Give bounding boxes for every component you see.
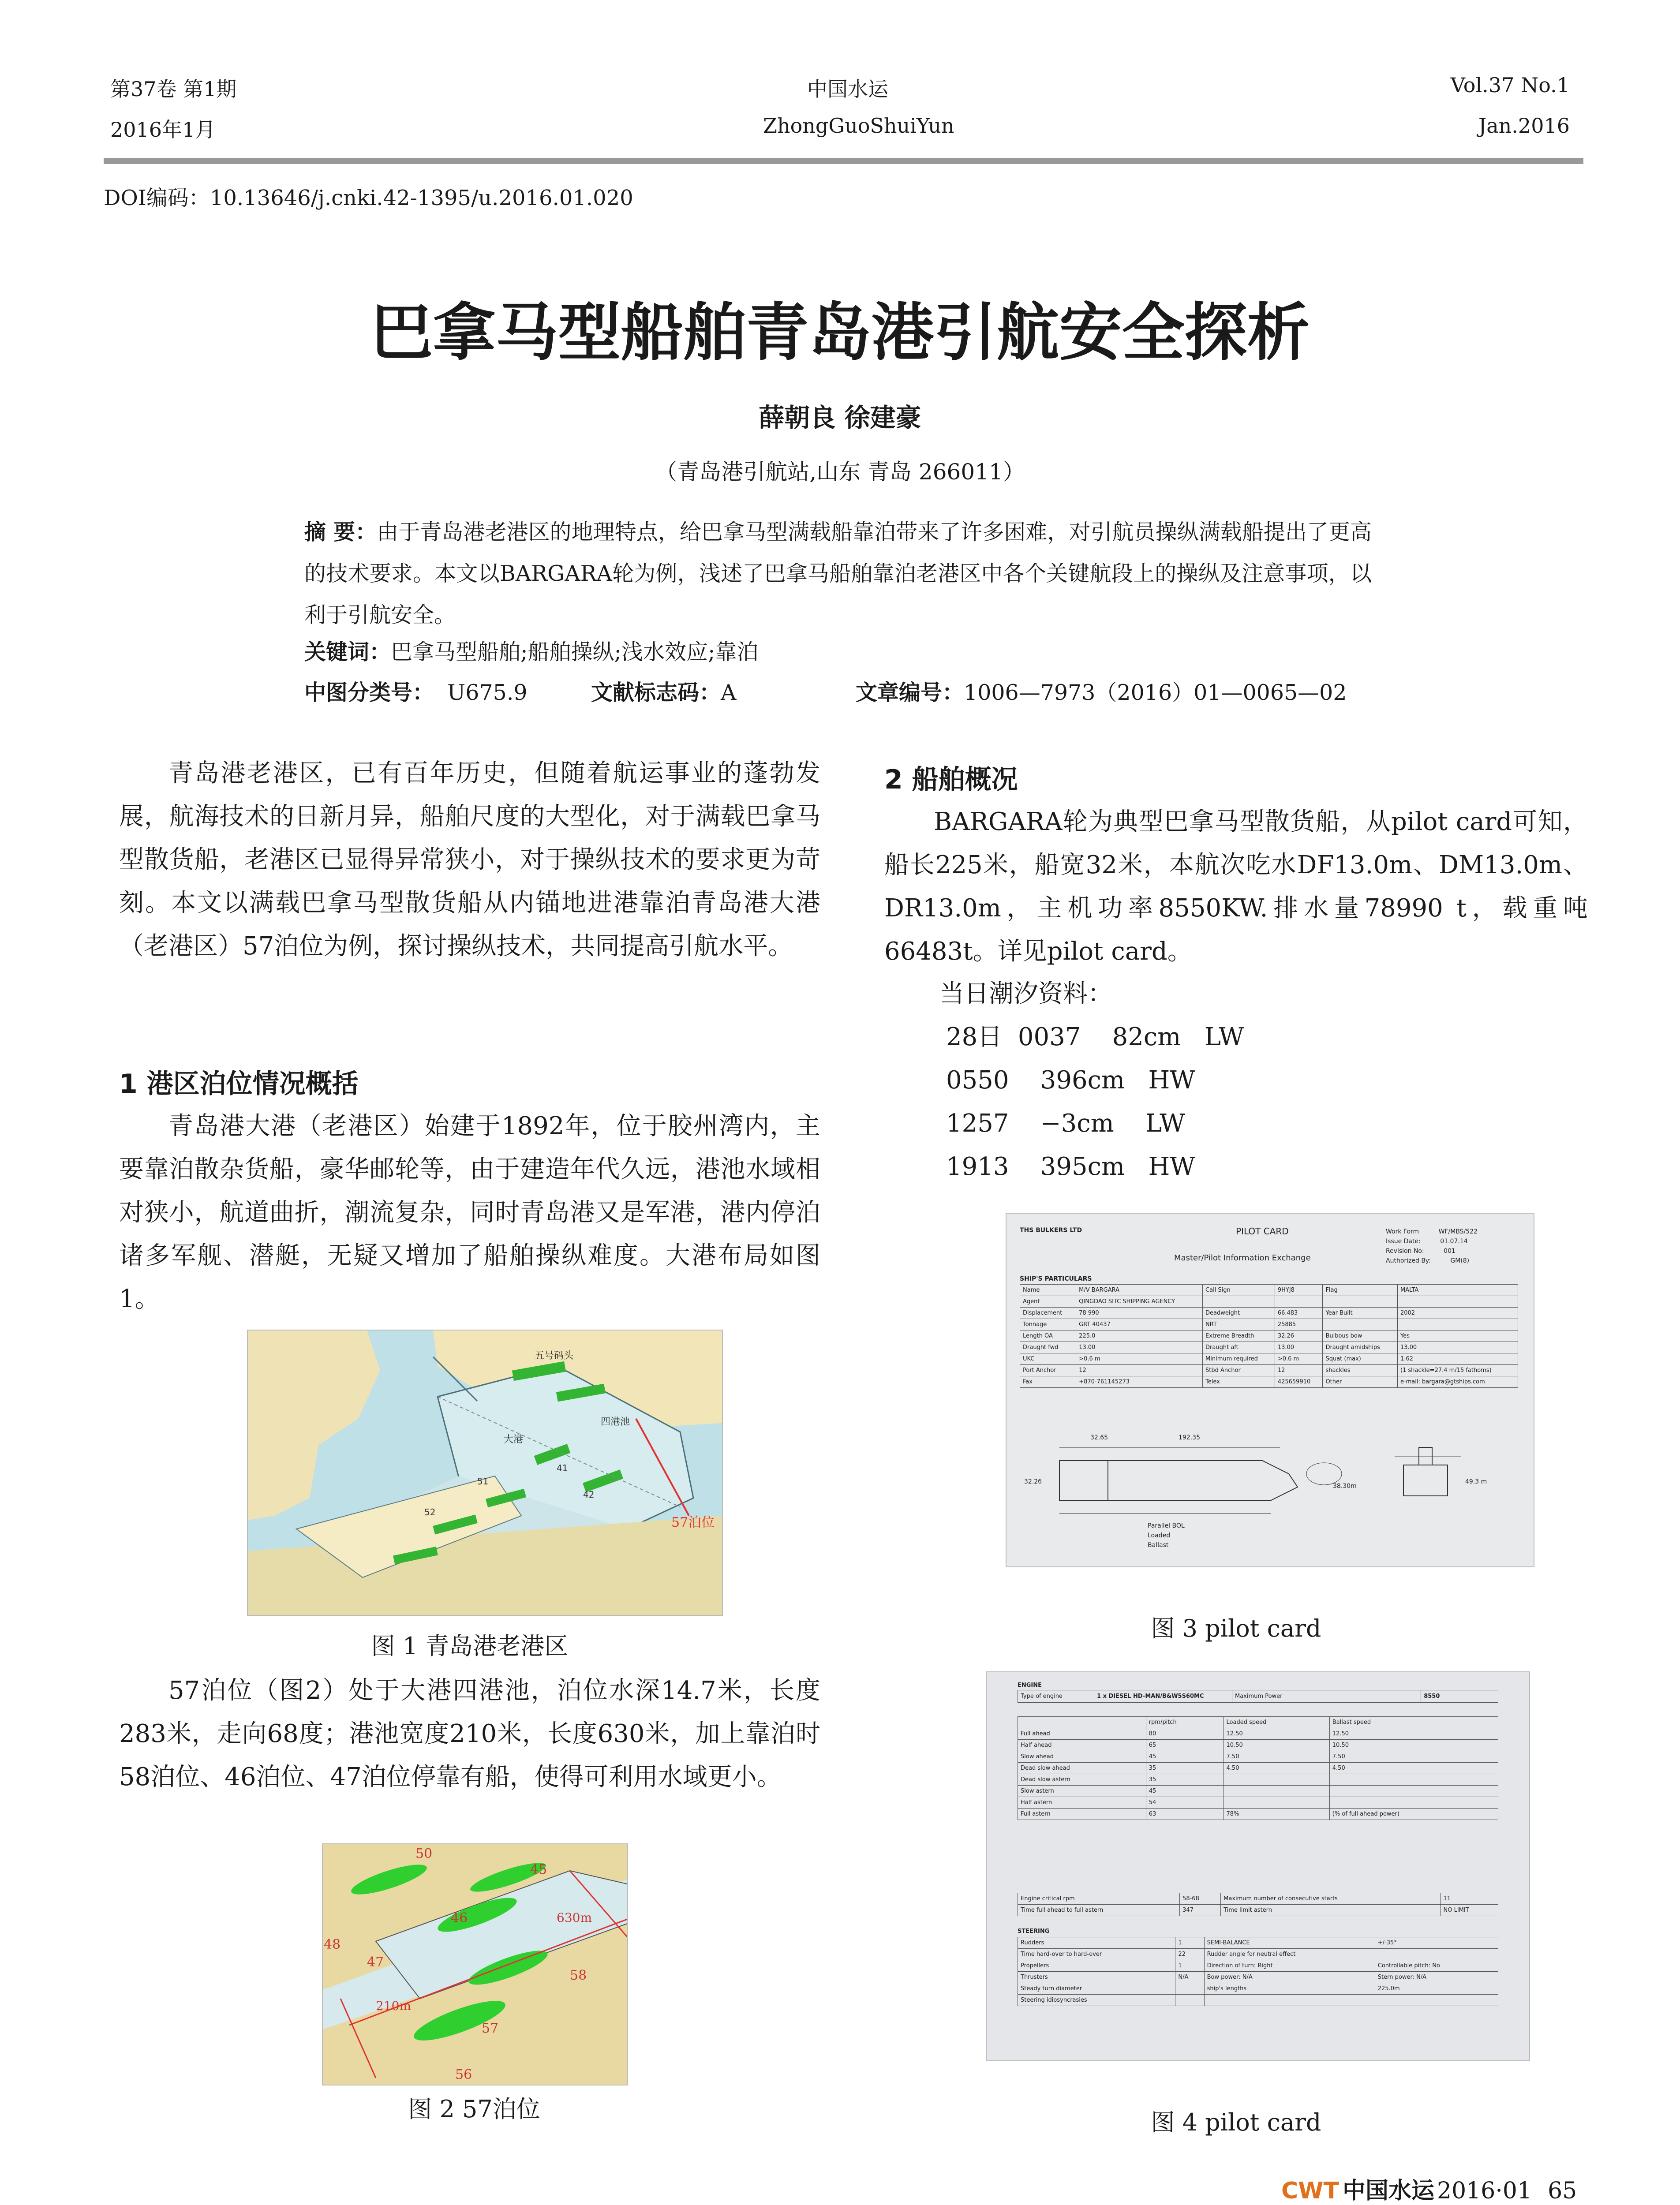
pc2-engine-header (1018, 1690, 1498, 1703)
table-cell: Tonnage (1020, 1319, 1076, 1330)
table-cell: 63 (1146, 1809, 1224, 1820)
table-cell: Bulbous bow (1323, 1330, 1397, 1342)
article-no-label: 文章编号： (856, 680, 964, 705)
figure-1-caption: 图 1 青岛港老港区 (371, 1632, 569, 1660)
pc2-type-value: 1 x DIESEL HD-MAN/B&W5S60MC (1094, 1690, 1232, 1703)
fig1-label: 五号码头 (535, 1350, 574, 1361)
tide-row: 1913 395cm HW (946, 1152, 1195, 1181)
table-cell: 7.50 (1329, 1751, 1498, 1763)
header-date-en: Jan.2016 (1478, 114, 1570, 138)
table-cell: Full ahead (1018, 1728, 1146, 1740)
table-cell: 347 (1180, 1905, 1221, 1916)
fig2-label: 57 (482, 2021, 499, 2036)
pc2-steering-row (1018, 1937, 1498, 1949)
table-cell: 11 (1441, 1893, 1498, 1905)
fig2-label: 210m (376, 1999, 411, 2013)
pc1-dim: 192.35 (1179, 1434, 1200, 1441)
table-cell: 1 (1175, 1960, 1204, 1972)
pc1-dim: 49.3 m (1465, 1478, 1487, 1485)
table-cell: NRT (1203, 1319, 1275, 1330)
table-cell: 225.0 (1076, 1330, 1203, 1342)
pc2-type-label: Type of engine (1018, 1690, 1094, 1703)
table-cell (1329, 1774, 1498, 1786)
doi: DOI编码：10.13646/j.cnki.42-1395/u.2016.01.020 (104, 186, 633, 210)
table-cell: Ballast speed (1329, 1717, 1498, 1728)
fig2-label: 58 (570, 1968, 587, 1983)
table-cell: 2002 (1397, 1308, 1518, 1319)
tide-label: 当日潮汐资料： (939, 979, 1112, 1008)
table-cell: Draught fwd (1020, 1342, 1076, 1353)
figure-4-caption: 图 4 pilot card (1151, 2108, 1321, 2136)
table-cell: 13.00 (1397, 1342, 1518, 1353)
doc-code-label: 文献标志码： (591, 680, 721, 705)
table-cell (1018, 1717, 1146, 1728)
figure-4-pilot-card (986, 1671, 1530, 2061)
table-cell: N/A (1175, 1972, 1204, 1983)
pc2-extra-table (1018, 1893, 1498, 1916)
table-cell: 54 (1146, 1797, 1224, 1809)
pc2-order-row (1018, 1717, 1498, 1728)
table-cell: Fax (1020, 1376, 1076, 1388)
table-cell: Stbd Anchor (1203, 1365, 1275, 1376)
table-cell (1397, 1296, 1518, 1308)
section-1-text: 青岛港大港（老港区）始建于1892年，位于胶州湾内，主要靠泊散杂货船，豪华邮轮等，由于建造年代久远，港池水域相对狭小，航道曲折，潮流复杂，同时青岛港又是军港，港内停泊诸多军舰、潜艇，无疑又增加了船舶操纵难度。大港布局如图1。 (119, 1112, 820, 1313)
pc2-order-row (1018, 1786, 1498, 1797)
table-cell: rpm/pitch (1146, 1717, 1224, 1728)
pc2-extra-row (1018, 1905, 1498, 1916)
header-journal: 中国水运 (807, 77, 888, 101)
pc1-row (1020, 1285, 1518, 1296)
table-cell: Loaded speed (1224, 1717, 1329, 1728)
table-cell: Flag (1323, 1285, 1397, 1296)
pc2-steering-row (1018, 1995, 1498, 2006)
article-no-line (856, 676, 1347, 706)
fig1-label: 四港池 (601, 1416, 630, 1428)
berth-57-paragraph: 57泊位（图2）处于大港四港池，泊位水深14.7米，长度283米，走向68度；港池宽度210米，长度630米，加上靠泊时58泊位、46泊位、47泊位停靠有船，使得可利用水域更小。 (119, 1676, 820, 1791)
table-cell: 1 (1175, 1937, 1204, 1949)
table-cell: Slow ahead (1018, 1751, 1146, 1763)
pc2-order-row (1018, 1774, 1498, 1786)
intro-paragraph: 青岛港老港区，已有百年历史，但随着航运事业的蓬勃发展，航海技术的日新月异，船舶尺度的大型化，对于满载巴拿马型散货船，老港区已显得异常狭小，对于操纵技术的要求更为苛刻。本文以满载巴拿马型散货船从内锚地进港靠泊青岛港大港（老港区）57泊位为例，探讨操纵技术，共同提高引航水平。 (119, 759, 820, 960)
pc2-order-row (1018, 1740, 1498, 1751)
table-cell: SEMI-BALANCE (1204, 1937, 1375, 1949)
table-cell: Other (1323, 1376, 1397, 1388)
table-cell: +/-35° (1375, 1937, 1498, 1949)
pc1-dim: 38.30m (1333, 1483, 1357, 1490)
table-cell: Half astern (1018, 1797, 1146, 1809)
clc-label: 中图分类号： (304, 680, 434, 705)
table-cell (1204, 1995, 1375, 2006)
table-cell: Maximum number of consecutive starts (1221, 1893, 1441, 1905)
table-cell: Thrusters (1018, 1972, 1175, 1983)
footer (1281, 2172, 1577, 2205)
header-vol-en: Vol.37 No.1 (1450, 73, 1570, 97)
table-cell: M/V BARGARA (1076, 1285, 1203, 1296)
table-cell: Steering idiosyncrasies (1018, 1995, 1175, 2006)
table-cell: Minimum required (1203, 1353, 1275, 1365)
keywords-text: 巴拿马型船舶;船舶操纵;浅水效应;靠泊 (391, 639, 759, 665)
pc1-row (1020, 1330, 1518, 1342)
table-cell: (1 shackle=27.4 m/15 fathoms) (1397, 1365, 1518, 1376)
table-cell: 65 (1146, 1740, 1224, 1751)
authors: 薛朝良 徐建豪 (759, 403, 921, 433)
table-cell: Half ahead (1018, 1740, 1146, 1751)
table-cell: 4.50 (1224, 1763, 1329, 1774)
pc2-extra-row (1018, 1893, 1498, 1905)
figure-3-caption: 图 3 pilot card (1151, 1615, 1321, 1642)
table-cell: 45 (1146, 1786, 1224, 1797)
table-cell: 9HYJ8 (1275, 1285, 1323, 1296)
footer-logo: CWT (1281, 2178, 1339, 2204)
table-cell: Time full ahead to full astern (1018, 1905, 1180, 1916)
table-cell: 10.50 (1224, 1740, 1329, 1751)
table-cell: Time limit astern (1221, 1905, 1441, 1916)
header-date: 2016年1月 (110, 118, 216, 142)
table-cell: 13.00 (1275, 1342, 1323, 1353)
table-cell: Bow power: N/A (1204, 1972, 1375, 1983)
pc2-order-row (1018, 1751, 1498, 1763)
fig2-label: 48 (324, 1937, 341, 1952)
pc1-row (1020, 1296, 1518, 1308)
table-cell: 1.62 (1397, 1353, 1518, 1365)
footer-journal: 中国水运 (1343, 2178, 1435, 2204)
table-cell (1203, 1296, 1275, 1308)
fig1-label: 57泊位 (671, 1515, 715, 1530)
table-cell: Telex (1203, 1376, 1275, 1388)
table-cell: Propellers (1018, 1960, 1175, 1972)
fig2-label: 56 (455, 2067, 472, 2082)
pc1-row (1020, 1342, 1518, 1353)
table-cell: QINGDAO SITC SHIPPING AGENCY (1076, 1296, 1203, 1308)
fig2-label: 45 (530, 1862, 547, 1877)
pc1-particulars-table (1020, 1284, 1518, 1388)
table-cell: Agent (1020, 1296, 1076, 1308)
table-cell: 25885 (1275, 1319, 1323, 1330)
table-cell: Deadweight (1203, 1308, 1275, 1319)
table-cell: MALTA (1397, 1285, 1518, 1296)
pc1-row (1020, 1308, 1518, 1319)
table-cell: 80 (1146, 1728, 1224, 1740)
pc2-steering-table (1018, 1937, 1498, 2006)
table-cell (1175, 1995, 1204, 2006)
table-cell: 12 (1275, 1365, 1323, 1376)
keywords-label: 关键词： (304, 639, 391, 665)
fig2-label: 50 (415, 1846, 433, 1861)
table-cell (1224, 1786, 1329, 1797)
table-cell: 13.00 (1076, 1342, 1203, 1353)
table-cell: Engine critical rpm (1018, 1893, 1180, 1905)
pc1-draught-label: Loaded (1148, 1532, 1171, 1539)
pc2-steering-label: STEERING (1018, 1928, 1050, 1935)
fig2-label: 46 (451, 1910, 468, 1926)
table-cell: Name (1020, 1285, 1076, 1296)
pc1-row (1020, 1376, 1518, 1388)
pc1-draught-label: Ballast (1148, 1542, 1169, 1549)
table-cell (1323, 1319, 1397, 1330)
abstract-text: 由于青岛港老港区的地理特点，给巴拿马型满载船靠泊带来了许多困难，对引航员操纵满载船提出了更高的技术要求。本文以BARGARA轮为例，浅述了巴拿马船舶靠泊老港区中各个关键航段上的操纵及注意事项，以利于引航安全。 (304, 519, 1372, 628)
doc-code-line (591, 676, 736, 706)
article-no-value: 1006—7973（2016）01—0065—02 (964, 680, 1347, 705)
section-2-text: BARGARA轮为典型巴拿马型散货船，从pilot card可知，船长225米，船宽32米，本航次吃水DF13.0m、DM13.0m、DR13.0m，主机功率8550KW.排水量78990 t，载重吨66483t。详见pilot card。 (884, 807, 1588, 966)
tide-row: 0550 396cm HW (946, 1066, 1195, 1095)
pc1-dim: 32.26 (1024, 1478, 1042, 1485)
fig1-label: 51 (477, 1476, 489, 1487)
tide-row: 1257 −3cm LW (946, 1109, 1185, 1138)
table-cell (1375, 1995, 1498, 2006)
keywords (304, 635, 759, 666)
table-cell: Extreme Breadth (1203, 1330, 1275, 1342)
pc2-engine-label: ENGINE (1018, 1682, 1042, 1689)
section-2-title: 2 船舶概况 (884, 764, 1018, 795)
table-cell: Time hard-over to hard-over (1018, 1949, 1175, 1960)
table-cell (1323, 1296, 1397, 1308)
footer-issue: 2016·01 (1437, 2178, 1532, 2204)
table-cell: Year Built (1323, 1308, 1397, 1319)
table-cell: Direction of turn: Right (1204, 1960, 1375, 1972)
table-cell (1224, 1774, 1329, 1786)
table-cell: 4.50 (1329, 1763, 1498, 1774)
table-cell: 12 (1076, 1365, 1203, 1376)
pc1-row (1020, 1353, 1518, 1365)
table-cell: 35 (1146, 1774, 1224, 1786)
affiliation: （青岛港引航站,山东 青岛 266011） (655, 459, 1025, 485)
pc1-row (1020, 1319, 1518, 1330)
pc1-particulars-label: SHIP'S PARTICULARS (1020, 1275, 1092, 1282)
table-cell: Full astern (1018, 1809, 1146, 1820)
table-cell: 10.50 (1329, 1740, 1498, 1751)
figure-1-harbor-map (247, 1330, 723, 1616)
section-1-title: 1 港区泊位情况概括 (119, 1069, 359, 1099)
pc1-meta: Revision No: 001 (1386, 1248, 1456, 1255)
table-cell: Draught aft (1203, 1342, 1275, 1353)
table-cell: (% of full ahead power) (1329, 1809, 1498, 1820)
pc2-steering-row (1018, 1960, 1498, 1972)
table-cell (1397, 1319, 1518, 1330)
abstract (304, 512, 1372, 636)
clc-line (304, 676, 528, 706)
table-cell: >0.6 m (1076, 1353, 1203, 1365)
pc2-order-row (1018, 1728, 1498, 1740)
table-cell: 12.50 (1224, 1728, 1329, 1740)
pc1-company: THS BULKERS LTD (1020, 1227, 1082, 1234)
pc1-draught-label: Parallel BOL (1148, 1522, 1185, 1529)
abstract-label: 摘 要： (304, 519, 377, 545)
table-cell: 58-68 (1180, 1893, 1221, 1905)
pc2-order-row (1018, 1809, 1498, 1820)
table-cell: +870-761145273 (1076, 1376, 1203, 1388)
table-cell: Controllable pitch: No (1375, 1960, 1498, 1972)
pc2-max-power-value: 8550 (1421, 1690, 1498, 1703)
table-cell: Rudders (1018, 1937, 1175, 1949)
table-cell: 35 (1146, 1763, 1224, 1774)
table-cell: UKC (1020, 1353, 1076, 1365)
pc2-steering-row (1018, 1983, 1498, 1995)
paper-title: 巴拿马型船舶青岛港引航安全探析 (370, 296, 1310, 369)
table-cell: Call Sign (1203, 1285, 1275, 1296)
fig2-label: 630m (557, 1910, 592, 1925)
table-cell (1329, 1786, 1498, 1797)
table-cell: Length OA (1020, 1330, 1076, 1342)
table-cell: Slow astern (1018, 1786, 1146, 1797)
pc2-max-power-label: Maximum Power (1232, 1690, 1421, 1703)
table-cell: NO LIMIT (1441, 1905, 1498, 1916)
table-cell: Steady turn diameter (1018, 1983, 1175, 1995)
table-cell: 32.26 (1275, 1330, 1323, 1342)
table-cell: 225.0m (1375, 1983, 1498, 1995)
table-cell: 78 990 (1076, 1308, 1203, 1319)
pc2-steering-row (1018, 1949, 1498, 1960)
pc1-meta: Authorized By: GM(8) (1386, 1257, 1470, 1264)
table-cell: ship's lengths (1204, 1983, 1375, 1995)
table-cell: Dead slow astern (1018, 1774, 1146, 1786)
pc2-order-row (1018, 1797, 1498, 1809)
pc1-title: PILOT CARD (1236, 1226, 1289, 1237)
header-rule (104, 158, 1583, 164)
table-cell (1375, 1949, 1498, 1960)
header-journal-pinyin: ZhongGuoShuiYun (763, 114, 954, 138)
table-cell: Dead slow ahead (1018, 1763, 1146, 1774)
table-cell: Yes (1397, 1330, 1518, 1342)
table-cell: 7.50 (1224, 1751, 1329, 1763)
pc1-row (1020, 1365, 1518, 1376)
figure-2-berth-57 (322, 1843, 628, 2085)
tide-row: 28日 0037 82cm LW (946, 1023, 1244, 1051)
table-cell: e-mail: bargara@gtships.com (1397, 1376, 1518, 1388)
table-cell (1275, 1296, 1323, 1308)
table-cell (1175, 1983, 1204, 1995)
pc1-meta: Issue Date: 01.07.14 (1386, 1238, 1468, 1245)
figure-2-caption: 图 2 57泊位 (408, 2095, 540, 2123)
table-cell: 425659910 (1275, 1376, 1323, 1388)
table-cell: 45 (1146, 1751, 1224, 1763)
figure-3-pilot-card (1006, 1213, 1534, 1567)
fig2-label: 47 (367, 1955, 384, 1970)
page-number: 65 (1548, 2178, 1577, 2204)
fig1-label: 52 (424, 1507, 436, 1517)
table-cell: 12.50 (1329, 1728, 1498, 1740)
table-cell: >0.6 m (1275, 1353, 1323, 1365)
table-cell: GRT 40437 (1076, 1319, 1203, 1330)
table-cell: Stern power: N/A (1375, 1972, 1498, 1983)
header-volume: 第37卷 第1期 (110, 77, 237, 101)
fig1-label: 大港 (504, 1434, 524, 1445)
fig1-label: 41 (557, 1463, 568, 1473)
table-cell: Port Anchor (1020, 1365, 1076, 1376)
table-cell: Displacement (1020, 1308, 1076, 1319)
pc2-steering-row (1018, 1972, 1498, 1983)
pc1-subtitle: Master/Pilot Information Exchange (1174, 1253, 1311, 1263)
table-cell: 78% (1224, 1809, 1329, 1820)
table-cell: 66.483 (1275, 1308, 1323, 1319)
table-cell: Squat (max) (1323, 1353, 1397, 1365)
pc2-order-row (1018, 1763, 1498, 1774)
table-cell (1329, 1797, 1498, 1809)
table-cell: Draught amidships (1323, 1342, 1397, 1353)
table-cell: Rudder angle for neutral effect (1204, 1949, 1375, 1960)
pc1-meta: Work Form WF/MBS/522 (1386, 1228, 1478, 1235)
doc-code-value: A (721, 680, 737, 705)
table-cell: 22 (1175, 1949, 1204, 1960)
clc-value: U675.9 (447, 680, 528, 705)
pc2-orders-table (1018, 1716, 1498, 1820)
pc1-dim: 32.65 (1090, 1434, 1108, 1441)
table-cell: shackles (1323, 1365, 1397, 1376)
fig1-label: 42 (583, 1489, 595, 1500)
table-cell (1224, 1797, 1329, 1809)
